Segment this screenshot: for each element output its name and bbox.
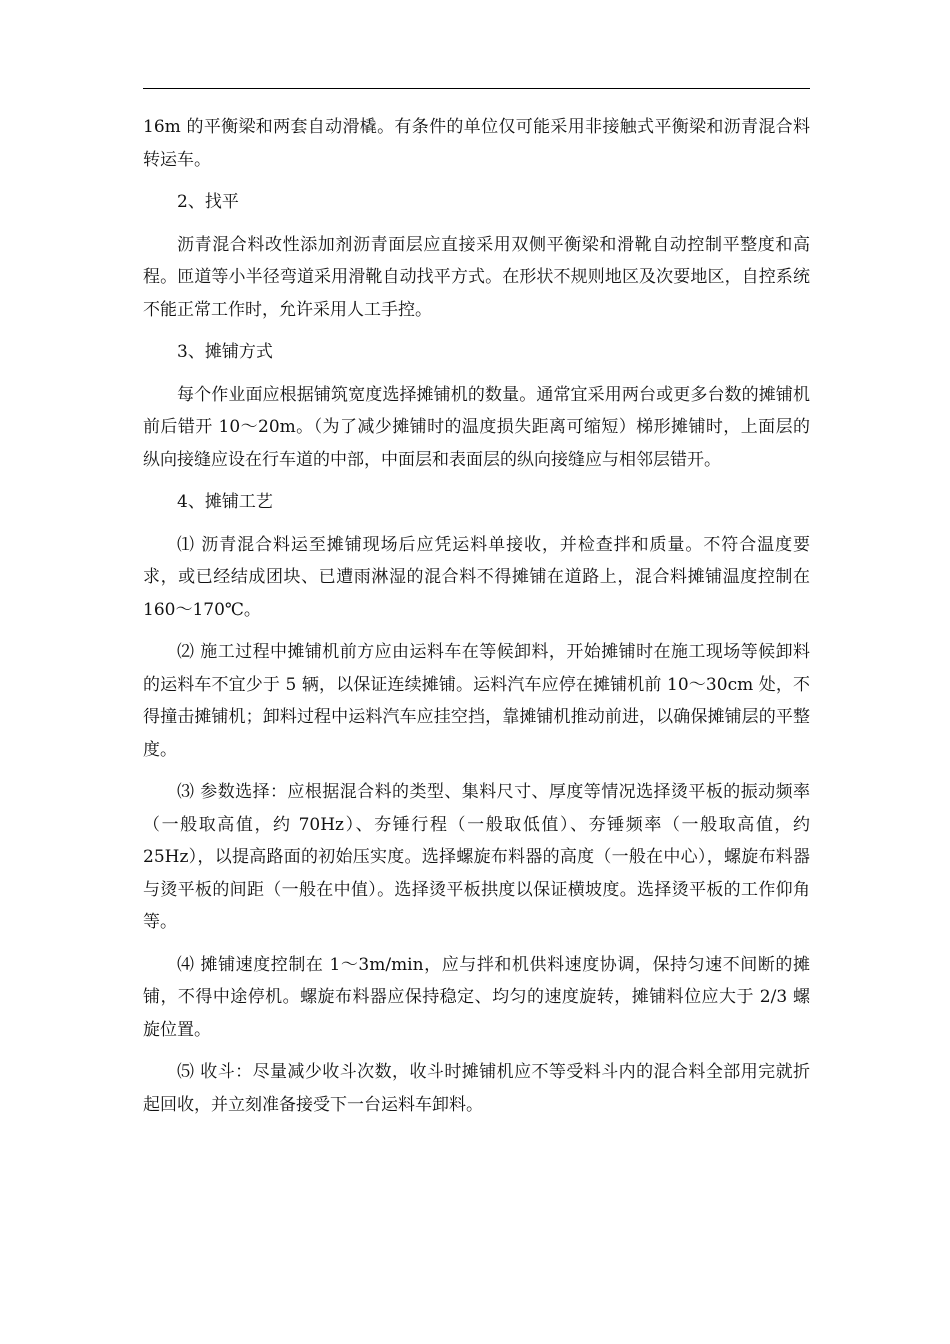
list-item-3: ⑶ 参数选择：应根据混合料的类型、集料尺寸、厚度等情况选择烫平板的振动频率（一般取高值，约 70Hz）、夯锤行程（一般取低值）、夯锤频率（一般取高值，约 25Hz），以提高路面的初始压实度。选择螺旋布料器的高度（一般在中心），螺旋布料器与烫平板的间距（一般在中值）。选择烫平板拱度以保证横坡度。选择烫平板的工作仰角等。 (143, 782, 810, 932)
paragraph-leveling: 沥青混合料改性添加剂沥青面层应直接采用双侧平衡梁和滑靴自动控制平整度和高程。匝道等小半径弯道采用滑靴自动找平方式。在形状不规则地区及次要地区，自控系统不能正常工作时，允许采用人工手控。 (143, 234, 810, 320)
paragraph-paving-method: 每个作业面应根据铺筑宽度选择摊铺机的数量。通常宜采用两台或更多台数的摊铺机前后错开 10～20m。（为了减少摊铺时的温度损失距离可缩短）梯形摊铺时，上面层的纵向接缝应设在行车道的中部，中面层和表面层的纵向接缝应与相邻层错开。 (143, 384, 810, 470)
document-body (143, 111, 810, 1121)
paragraph-continued: 16m 的平衡梁和两套自动滑橇。有条件的单位仅可能采用非接触式平衡梁和沥青混合料转运车。 (143, 117, 810, 170)
section-heading-paving-process: 4、摊铺工艺 (177, 492, 273, 512)
list-item-5: ⑸ 收斗：尽量减少收斗次数，收斗时摊铺机应不等受料斗内的混合料全部用完就折起回收，并立刻准备接受下一台运料车卸料。 (143, 1062, 810, 1115)
list-item-4: ⑷ 摊铺速度控制在 1～3m/min，应与拌和机供料速度协调，保持匀速不间断的摊铺，不得中途停机。螺旋布料器应保持稳定、均匀的速度旋转，摊铺料位应大于 2/3 螺旋位置。 (143, 954, 810, 1040)
header-rule (143, 88, 810, 89)
section-heading-paving-method: 3、摊铺方式 (177, 342, 273, 362)
list-item-1: ⑴ 沥青混合料运至摊铺现场后应凭运料单接收，并检查拌和质量。不符合温度要求，或已经结成团块、已遭雨淋湿的混合料不得摊铺在道路上，混合料摊铺温度控制在 160～170℃。 (143, 534, 810, 620)
section-heading-leveling: 2、找平 (177, 192, 239, 212)
list-item-2: ⑵ 施工过程中摊铺机前方应由运料车在等候卸料，开始摊铺时在施工现场等候卸料的运料车不宜少于 5 辆，以保证连续摊铺。运料汽车应停在摊铺机前 10～30cm 处，不得撞击摊铺机；卸料过程中运料汽车应挂空挡，靠摊铺机推动前进，以确保摊铺层的平整度。 (143, 642, 810, 760)
